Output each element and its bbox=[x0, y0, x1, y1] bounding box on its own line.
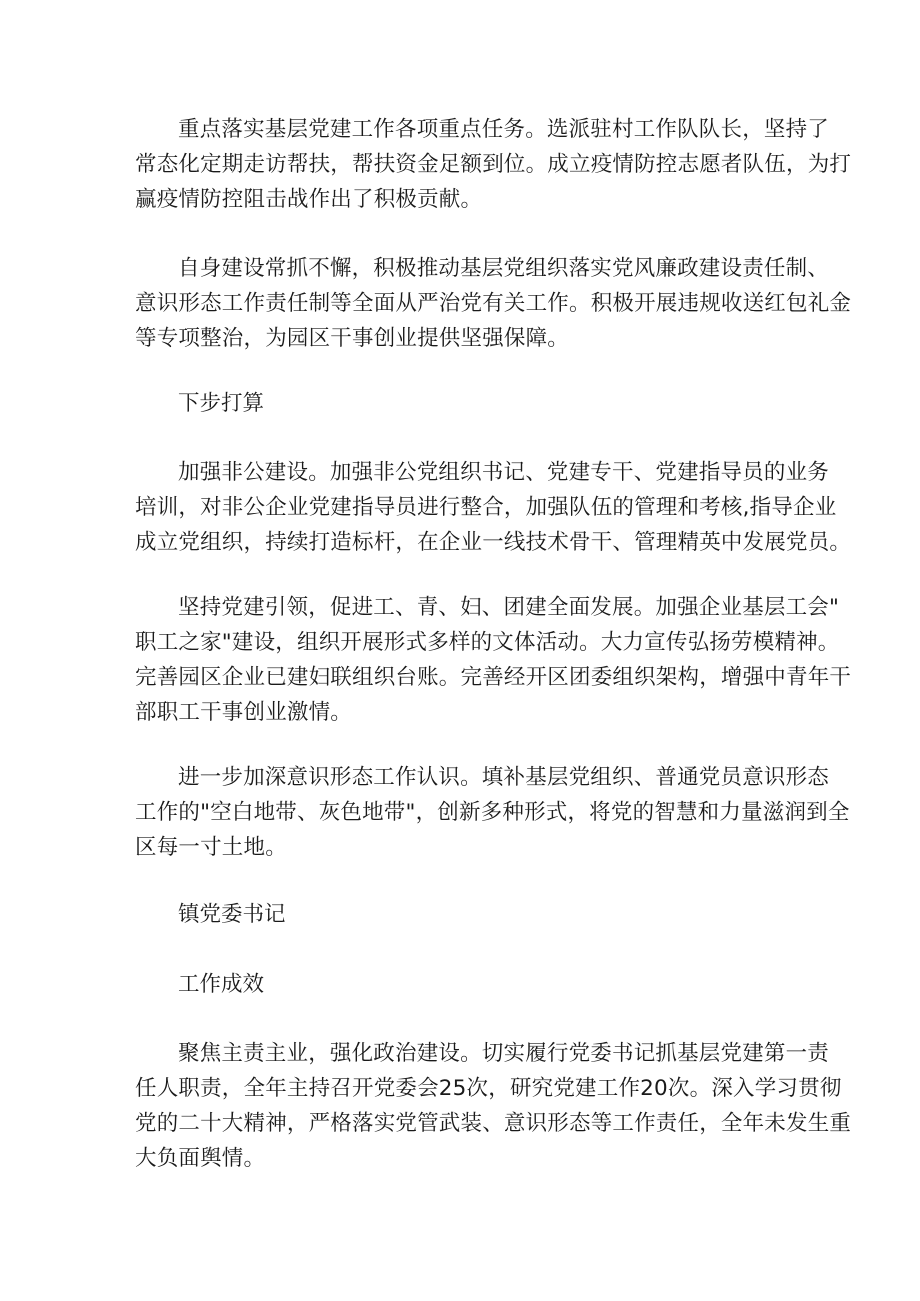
paragraph-line: 大负面舆情。 bbox=[135, 1146, 266, 1171]
paragraph-line: 区每一寸土地。 bbox=[135, 835, 287, 860]
paragraph-ideology-work bbox=[135, 760, 850, 865]
paragraph-party-leadership bbox=[135, 590, 852, 730]
paragraph-political-construction bbox=[135, 1036, 852, 1176]
paragraph-line: 进一步加深意识形态工作认识。填补基层党组织、普通党员意识形态 bbox=[178, 765, 830, 790]
paragraph-line: 职工之家"建设，组织开展形式多样的文体活动。大力宣传弘扬劳模精神。 bbox=[135, 630, 840, 655]
paragraph-line: 加强非公建设。加强非公党组织书记、党建专干、党建指导员的业务 bbox=[178, 460, 830, 485]
paragraph-line: 聚焦主责主业，强化政治建设。切实履行党委书记抓基层党建第一责 bbox=[178, 1041, 830, 1066]
paragraph-line: 赢疫情防控阻击战作出了积极贡献。 bbox=[135, 187, 483, 212]
paragraph-non-public-construction bbox=[135, 455, 852, 560]
paragraph-self-construction bbox=[135, 251, 852, 356]
section-heading-next-plan: 下步打算 bbox=[178, 391, 265, 416]
paragraph-party-building-tasks bbox=[135, 112, 852, 217]
paragraph-line: 坚持党建引领，促进工、青、妇、团建全面发展。加强企业基层工会" bbox=[178, 595, 840, 620]
paragraph-line: 部职工干事创业激情。 bbox=[135, 700, 353, 725]
paragraph-line: 成立党组织，持续打造标杆，在企业一线技术骨干、管理精英中发展党员。 bbox=[135, 530, 852, 555]
paragraph-line: 培训，对非公企业党建指导员进行整合，加强队伍的管理和考核,指导企业 bbox=[135, 495, 837, 520]
paragraph-line: 工作的"空白地带、灰色地带"，创新多种形式，将党的智慧和力量滋润到全 bbox=[135, 800, 850, 825]
section-heading-town-secretary: 镇党委书记 bbox=[178, 902, 286, 927]
paragraph-line: 重点落实基层党建工作各项重点任务。选派驻村工作队队长，坚持了 bbox=[178, 117, 830, 142]
paragraph-line: 等专项整治，为园区干事创业提供坚强保障。 bbox=[135, 326, 570, 351]
paragraph-line: 常态化定期走访帮扶，帮扶资金足额到位。成立疫情防控志愿者队伍，为打 bbox=[135, 152, 852, 177]
section-heading-work-results: 工作成效 bbox=[178, 972, 265, 997]
paragraph-line: 完善园区企业已建妇联组织台账。完善经开区团委组织架构，增强中青年干 bbox=[135, 665, 852, 690]
paragraph-line: 党的二十大精神，严格落实党管武装、意识形态等工作责任，全年未发生重 bbox=[135, 1111, 852, 1136]
paragraph-line: 自身建设常抓不懈，积极推动基层党组织落实党风廉政建设责任制、 bbox=[178, 256, 830, 281]
paragraph-line: 意识形态工作责任制等全面从严治党有关工作。积极开展违规收送红包礼金 bbox=[135, 291, 852, 316]
paragraph-line: 任人职责，全年主持召开党委会25次，研究党建工作20次。深入学习贯彻 bbox=[135, 1076, 842, 1101]
